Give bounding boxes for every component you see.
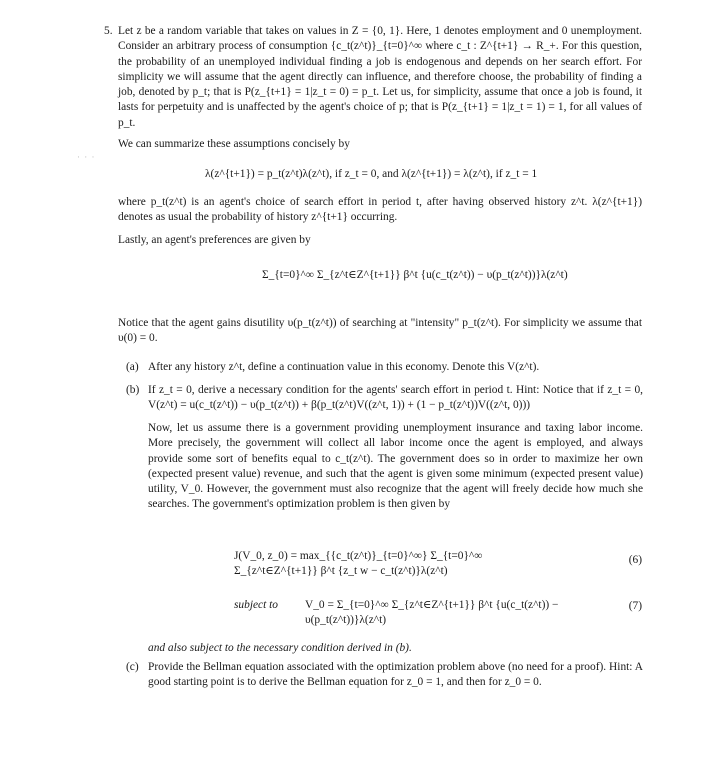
equation-preferences: Σ_{t=0}^∞ Σ_{z^t∈Z^{t+1}} β^t {u(c_t(z^t)) − υ(p_t(z^t))}λ(z^t) xyxy=(262,269,568,281)
summarize-line: We can summarize these assumptions concisely by xyxy=(118,138,350,150)
where-paragraph: where p_t(z^t) is an agent's choice of search effort in period t, after having observed history z^t. λ(z^{t+1}) denotes as usual the probability of history z^{t+1} occurring. xyxy=(118,196,642,224)
problem-intro-text: Let z be a random variable that takes on values in Z = {0, 1}. Here, 1 denotes employment and 0 unemployment. Consider an arbitrary process of consumption {c_t(z^t)}_{t=0}^∞ where c_t : Z^{t+1} → R_+. For this question, the probability of an unemployed individual finding a job is endogenous and depends on her search effort. For simplicity we will assume that the agent directly can influence, and therefore choose, the probability of finding a job, denoted by p_t; that is P(z_{t+1} = 1|z_t = 0) = p_t. Let us, for simplicity, assume that once a job is found, it lasts for perpetuity and is unaffected by the agent's choice of p; that is P(z_{t+1} = 1|z_t = 1) = 1, for all values of p_t. xyxy=(118,25,642,129)
equation-7-row xyxy=(234,598,278,613)
part-b-label: (b) xyxy=(126,384,140,396)
lastly-line: Lastly, an agent's preferences are given by xyxy=(118,234,311,246)
equation-7-number: (7) xyxy=(628,600,642,612)
part-b-text: If z_t = 0, derive a necessary condition for the agents' search effort in period t. Hint: Notice that if z_t = 0, V(z^t) = u(c_t(z^t)) − υ(p_t(z^t)) + β(p_t(z^t)V((z^t, 1)) + (1 − p_t(z^t))V((z^t, 0))) xyxy=(148,384,643,412)
subject-to-label: subject to xyxy=(234,599,278,611)
part-c-label: (c) xyxy=(126,661,139,673)
notice-paragraph: Notice that the agent gains disutility υ(p_t(z^t)) of searching at "intensity" p_t(z^t). For simplicity we assume that υ(0) = 0. xyxy=(118,317,642,345)
constraint-note: and also subject to the necessary condition derived in (b). xyxy=(148,642,412,654)
part-a-label: (a) xyxy=(126,361,139,373)
part-b-continuation: Now, let us assume there is a government providing unemployment insurance and taxing labor income. More precisely, the government will collect all labor income once the agent is employed, and always provide some sort of benefits equal to c_t(z^t). The government does so in order to maximize her own (expected present value) revenue, and such that the agent is given some minimum (expected present value) utility, V_0. However, the government must also recognize that the agent will freely decide how much she searches. The government's optimization problem is then given by xyxy=(148,422,643,511)
equation-6-number: (6) xyxy=(628,554,642,566)
part-c-text: Provide the Bellman equation associated with the optimization problem above (no need for a proof). Hint: A good starting point is to derive the Bellman equation for z_0 = 1, and then for z_0 = 0. xyxy=(148,661,643,689)
equation-7: V_0 = Σ_{t=0}^∞ Σ_{z^t∈Z^{t+1}} β^t {u(c_t(z^t)) − υ(p_t(z^t))}λ(z^t) xyxy=(305,599,559,627)
part-a-text: After any history z^t, define a continuation value in this economy. Denote this V(z^t). xyxy=(148,361,540,373)
problem-number: 5. xyxy=(104,25,113,37)
equation-lambda: λ(z^{t+1}) = p_t(z^t)λ(z^t), if z_t = 0, and λ(z^{t+1}) = λ(z^t), if z_t = 1 xyxy=(205,168,538,180)
margin-mark: · · · xyxy=(77,152,96,162)
problem-intro xyxy=(118,24,642,131)
equation-6: J(V_0, z_0) = max_{{c_t(z^t)}_{t=0}^∞} Σ_{t=0}^∞ Σ_{z^t∈Z^{t+1}} β^t {z_t w − c_t(z^t)}λ(z^t) xyxy=(234,550,483,578)
